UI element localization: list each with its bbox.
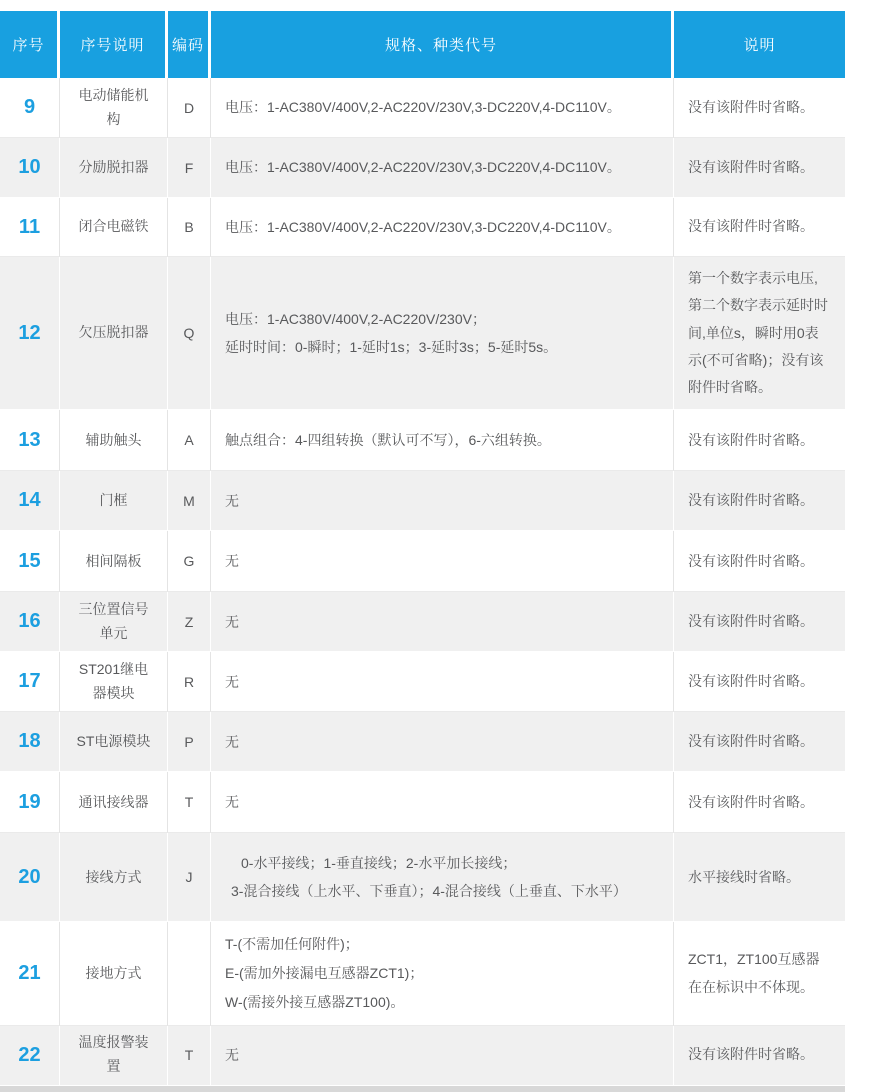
row-spec: 无 [211, 592, 674, 652]
header-description: 序号说明 [60, 11, 168, 78]
row-name: ST201继电器模块 [60, 652, 168, 712]
header-code: 编码 [168, 11, 211, 78]
row-name: 电动储能机构 [60, 78, 168, 138]
header-note: 说明 [674, 11, 845, 78]
row-note: 没有该附件时省略。 [674, 772, 845, 833]
table-body [0, 78, 845, 1086]
row-code: P [168, 712, 211, 772]
row-code: F [168, 138, 211, 198]
row-code: T [168, 772, 211, 833]
row-name: 三位置信号单元 [60, 592, 168, 652]
row-spec: 电压：1-AC380V/400V,2-AC220V/230V,3-DC220V,4-DC110V。 [211, 78, 674, 138]
row-number: 20 [0, 833, 60, 922]
row-spec: T-(不需加任何附件)； E-(需加外接漏电互感器ZCT1)； W-(需接外接互感器ZT100)。 [211, 922, 674, 1025]
header-row [0, 11, 845, 78]
row-code: J [168, 833, 211, 922]
table-row [0, 1026, 845, 1086]
row-name: 闭合电磁铁 [60, 198, 168, 257]
row-number: 22 [0, 1026, 60, 1086]
row-name: 欠压脱扣器 [60, 257, 168, 410]
row-number: 14 [0, 471, 60, 531]
table-row [0, 410, 845, 471]
row-code: Q [168, 257, 211, 410]
row-name: 相间隔板 [60, 531, 168, 592]
row-number: 15 [0, 531, 60, 592]
row-note: 没有该附件时省略。 [674, 410, 845, 471]
row-spec: 无 [211, 1026, 674, 1086]
row-code: M [168, 471, 211, 531]
row-number: 17 [0, 652, 60, 712]
row-note: 水平接线时省略。 [674, 833, 845, 922]
row-spec: 0-水平接线；1-垂直接线；2-水平加长接线； 3-混合接线（上水平、下垂直）；4-混合接线（上垂直、下水平） [211, 833, 674, 922]
row-code: T [168, 1026, 211, 1086]
row-number: 12 [0, 257, 60, 410]
row-code: G [168, 531, 211, 592]
table-bottom-strip [0, 1086, 845, 1092]
table-row [0, 833, 845, 922]
table-row [0, 592, 845, 652]
row-name: 接线方式 [60, 833, 168, 922]
table-row [0, 772, 845, 833]
row-number: 9 [0, 78, 60, 138]
row-number: 13 [0, 410, 60, 471]
table-row [0, 531, 845, 592]
row-note: 第一个数字表示电压,第二个数字表示延时时间,单位s，瞬时用0表示(不可省略)；没有该附件时省略。 [674, 257, 845, 410]
table-row [0, 652, 845, 712]
row-code: R [168, 652, 211, 712]
row-name: 通讯接线器 [60, 772, 168, 833]
row-note: 没有该附件时省略。 [674, 1026, 845, 1086]
table-row [0, 138, 845, 198]
row-name: 温度报警装置 [60, 1026, 168, 1086]
row-number: 11 [0, 198, 60, 257]
row-spec: 无 [211, 652, 674, 712]
row-note: 没有该附件时省略。 [674, 471, 845, 531]
table-row [0, 712, 845, 772]
row-note: 没有该附件时省略。 [674, 652, 845, 712]
row-code: A [168, 410, 211, 471]
row-number: 21 [0, 922, 60, 1025]
row-name: 接地方式 [60, 922, 168, 1025]
header-spec: 规格、种类代号 [211, 11, 674, 78]
row-note: 没有该附件时省略。 [674, 531, 845, 592]
row-spec: 电压：1-AC380V/400V,2-AC220V/230V； 延时时间：0-瞬时；1-延时1s；3-延时3s；5-延时5s。 [211, 257, 674, 410]
row-code [168, 922, 211, 1025]
row-note: 没有该附件时省略。 [674, 198, 845, 257]
row-spec: 无 [211, 712, 674, 772]
row-name: 门框 [60, 471, 168, 531]
row-number: 18 [0, 712, 60, 772]
spec-table-wrap [0, 11, 845, 1092]
spec-table [0, 11, 845, 1086]
row-name: 辅助触头 [60, 410, 168, 471]
row-spec: 电压：1-AC380V/400V,2-AC220V/230V,3-DC220V,4-DC110V。 [211, 138, 674, 198]
row-number: 10 [0, 138, 60, 198]
row-number: 16 [0, 592, 60, 652]
row-name: ST电源模块 [60, 712, 168, 772]
table-row [0, 198, 845, 257]
row-code: D [168, 78, 211, 138]
row-note: 没有该附件时省略。 [674, 138, 845, 198]
row-number: 19 [0, 772, 60, 833]
row-spec: 无 [211, 531, 674, 592]
row-spec: 电压：1-AC380V/400V,2-AC220V/230V,3-DC220V,4-DC110V。 [211, 198, 674, 257]
row-code: Z [168, 592, 211, 652]
row-code: B [168, 198, 211, 257]
table-header [0, 11, 845, 78]
table-row [0, 922, 845, 1025]
row-spec: 无 [211, 772, 674, 833]
row-note: 没有该附件时省略。 [674, 78, 845, 138]
row-note: 没有该附件时省略。 [674, 592, 845, 652]
row-spec: 触点组合：4-四组转换（默认可不写），6-六组转换。 [211, 410, 674, 471]
table-row [0, 257, 845, 410]
row-note: ZCT1，ZT100互感器在在标识中不体现。 [674, 922, 845, 1025]
row-note: 没有该附件时省略。 [674, 712, 845, 772]
table-row [0, 78, 845, 138]
header-serial: 序号 [0, 11, 60, 78]
row-spec: 无 [211, 471, 674, 531]
table-row [0, 471, 845, 531]
row-name: 分励脱扣器 [60, 138, 168, 198]
